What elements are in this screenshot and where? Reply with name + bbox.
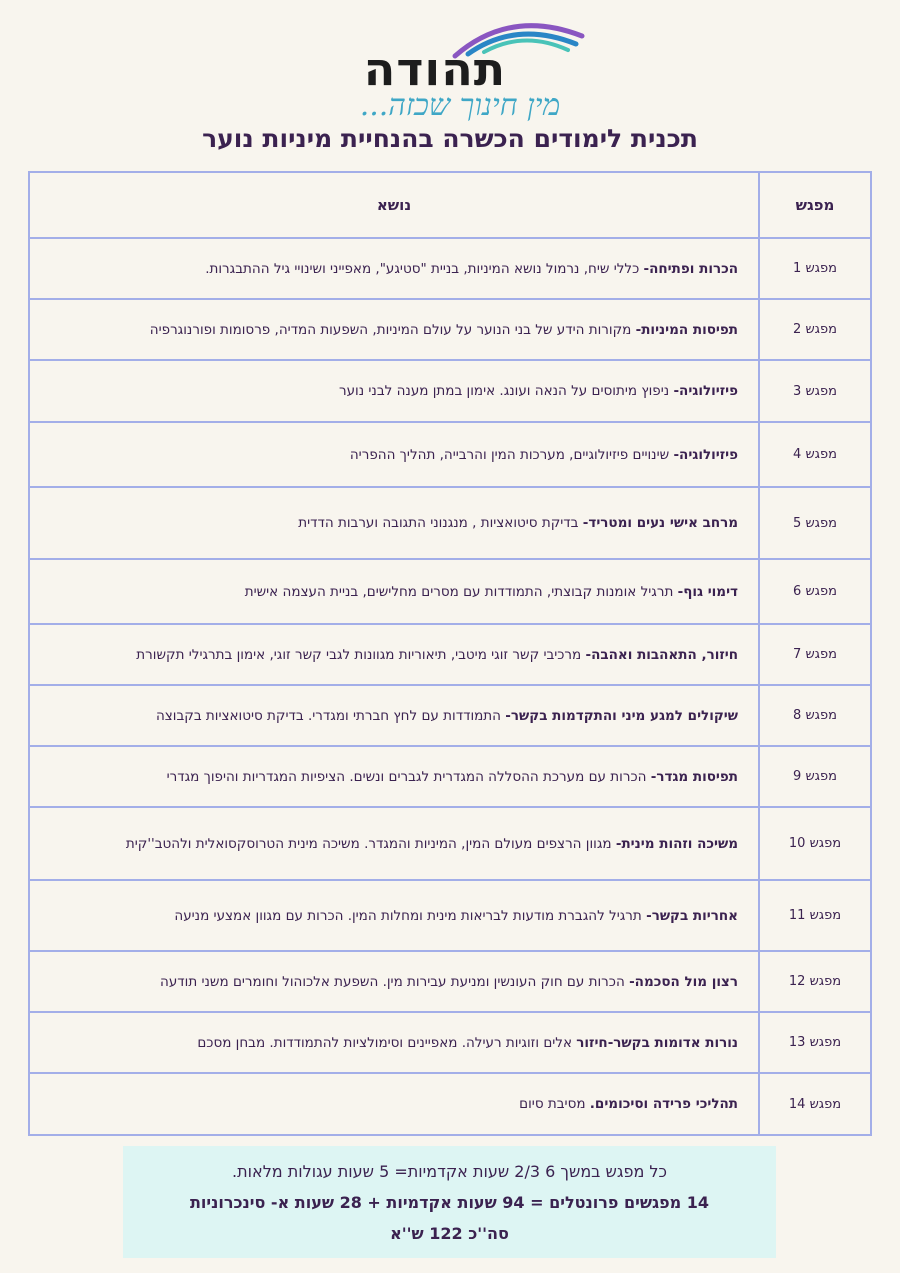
logo-name: תהודה: [363, 42, 507, 96]
meeting-cell: מפגש 9: [759, 746, 871, 807]
program-table: [28, 171, 872, 1136]
topic-title: תפיסות המיניות-: [635, 321, 738, 338]
logo-tagline: מין חינוך שכזה...: [359, 88, 561, 123]
meeting-cell: מפגש 5: [759, 487, 871, 559]
meeting-cell: מפגש 8: [759, 685, 871, 746]
table-row: [29, 487, 871, 559]
page-title: תכנית לימודים הכשרה בהנחיית מיניות נוער: [202, 124, 698, 153]
topic-title: דימוי גוף-: [677, 583, 738, 600]
table-row: [29, 299, 871, 360]
topic-cell: [29, 1012, 759, 1073]
table-row: [29, 238, 871, 299]
meeting-cell: מפגש 6: [759, 559, 871, 624]
meeting-cell: מפגש 12: [759, 951, 871, 1012]
topic-title: פיזיולוגיה-: [673, 446, 738, 463]
topic-title: שיקולים למגע מיני והתקדמות בקשר-: [505, 707, 738, 724]
topic-cell: [29, 624, 759, 685]
topic-cell: [29, 685, 759, 746]
summary-box: [123, 1146, 776, 1258]
table-row: [29, 807, 871, 880]
summary-line-1: כל מפגש במשך 6 2/3 שעות אקדמיות= 5 שעות עגולות מלאות.: [232, 1162, 667, 1181]
topic-text: מקורות הידע של בני הנוער על עולם המיניות, השפעות המדיה, פרסומות ופורנוגרפיה: [149, 321, 636, 338]
topic-title: משיכה וזהות מינית-: [615, 835, 738, 852]
table-row: [29, 951, 871, 1012]
table-row: [29, 559, 871, 624]
meeting-cell: מפגש 10: [759, 807, 871, 880]
topic-text: בדיקת סיטואציות , מנגנוני התגובה וערבות הדדית: [298, 515, 583, 531]
topic-text: ניפוץ מיתוסים על הנאה ועונג. אימון במתן מענה לבני נוער: [338, 383, 674, 399]
meeting-cell: מפגש 3: [759, 360, 871, 422]
topic-title: מרחב אישי נעים ומטריד-: [582, 515, 738, 531]
topic-text: שינויים פיזיולוגיים, מערכות המין והרבייה, תהליך ההפריה: [349, 446, 674, 463]
topic-text: מסיבת סיום: [519, 1096, 590, 1112]
topic-text: תרגיל להגברת מודעות לבריאות מינית ומחלות המין. הכרות עם מגוון אמצעי מניעה: [174, 907, 647, 924]
logo: [340, 14, 580, 124]
meeting-cell: מפגש 2: [759, 299, 871, 360]
topic-text: הכרות עם חוק העונשין ומניעת עבירות מין. השפעת אלכוהול וחומרים משני תודעה: [160, 973, 630, 990]
meeting-cell: מפגש 7: [759, 624, 871, 685]
table-row: [29, 685, 871, 746]
table-row: [29, 1012, 871, 1073]
topic-title: הכרות ופתיחה-: [643, 260, 738, 277]
table-row: [29, 880, 871, 951]
topic-cell: [29, 807, 759, 880]
topic-text: תרגיל אומנות קבוצתי, התמודדות עם מסרים מחלישים, בניית העצמה אישית: [244, 583, 678, 600]
summary-line-2: 14 מפגשים פרונטלים = 94 שעות אקדמיות + 28 שעות א- סינכרוניות: [189, 1193, 710, 1212]
topic-title: תפיסות מגדר-: [650, 768, 738, 785]
topic-title: אחריות בקשר-: [646, 907, 738, 924]
table-row: [29, 360, 871, 422]
topic-text: מרכיבי קשר זוגי מיטבי, תיאוריות מגוונות לגבי קשר זוגי, אימון בתרגילי תקשורת: [136, 646, 586, 663]
topic-text: אלים וזוגיות רעילה. מאפיינים וסימולציות להתמודדות. מבחן מסכם: [197, 1034, 577, 1051]
topic-cell: [29, 880, 759, 951]
topic-cell: [29, 487, 759, 559]
topic-text: מגוון הרצפים מעולם המין, המיניות והמגדר. משיכה מינית הטרוסקסואלית ולהטב''קית: [125, 835, 616, 852]
meeting-cell: מפגש 4: [759, 422, 871, 487]
table-row: [29, 422, 871, 487]
topic-cell: [29, 422, 759, 487]
topic-title: נורות אדומות בקשר-חיזור: [576, 1034, 738, 1051]
meeting-cell: מפגש 14: [759, 1073, 871, 1135]
header-topic: נושא: [29, 172, 759, 238]
topic-title: רצון מול הסכמה-: [629, 973, 738, 990]
topic-cell: [29, 559, 759, 624]
table-body: [29, 238, 871, 1135]
topic-cell: [29, 360, 759, 422]
table-row: [29, 1073, 871, 1135]
topic-title: חיזור, התאהבות ואהבה-: [585, 646, 738, 663]
table-row: [29, 624, 871, 685]
topic-cell: [29, 746, 759, 807]
meeting-cell: מפגש 11: [759, 880, 871, 951]
topic-cell: [29, 299, 759, 360]
topic-text: הכרות עם מערכת ההסללה המגדרית לגברים ונשים. הציפיות המגדריות והיפוך מגדרי: [166, 768, 651, 785]
topic-title: פיזיולוגיה-: [673, 383, 738, 399]
topic-cell: [29, 238, 759, 299]
topic-text: כללי שיח, נרמול נושא המיניות, בניית "סטיגע", מאפייני ושינויי גיל ההתבגרות.: [205, 260, 644, 277]
summary-line-3: סה''כ 122 ש''א: [390, 1224, 509, 1243]
table-header-row: [29, 172, 871, 238]
topic-text: התמודדות עם לחץ חברתי ומגדרי. בדיקת סיטואציות בקבוצה: [155, 707, 506, 724]
topic-cell: [29, 1073, 759, 1135]
topic-title: תהליכי פרידה וסיכומים.: [589, 1096, 738, 1112]
meeting-cell: מפגש 1: [759, 238, 871, 299]
header-meeting: מפגש: [759, 172, 871, 238]
topic-cell: [29, 951, 759, 1012]
table-row: [29, 746, 871, 807]
meeting-cell: מפגש 13: [759, 1012, 871, 1073]
